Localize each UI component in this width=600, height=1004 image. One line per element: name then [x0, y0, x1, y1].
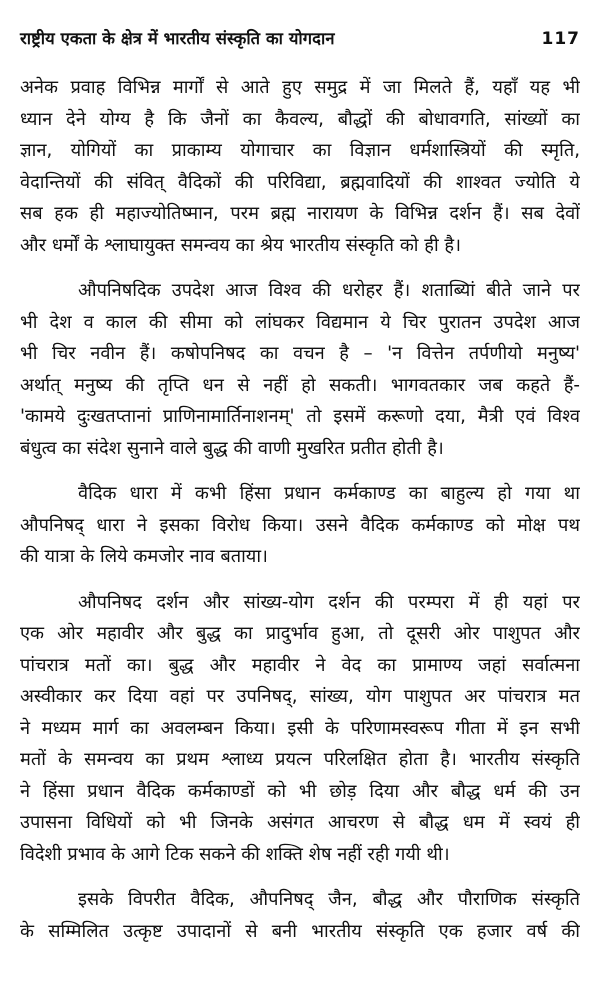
paragraph — [20, 72, 580, 261]
chapter-title: राष्ट्रीय एकता के क्षेत्र में भारतीय संस्कृति का योगदान — [20, 29, 335, 48]
paragraph — [20, 884, 580, 947]
paragraph — [20, 587, 580, 871]
text-line: ने हिंसा प्रधान वैदिक कर्मकाण्डों को भी छोड़ दिया और बौद्ध धर्म की उन — [20, 780, 580, 802]
paragraph — [20, 478, 580, 573]
text-line: भी चिर नवीन हैं। कषोपनिषद का वचन है – 'न वित्तेन तर्पणीयो मनुष्य' — [20, 343, 580, 364]
running-header — [20, 26, 580, 50]
text-line: औपनिषद दर्शन और सांख्य-योग दर्शन की परम्परा में ही यहां पर — [78, 591, 580, 613]
text-line: मतों के समन्वय का प्रथम श्लाध्य प्रयत्न परिलक्षित होता है। भारतीय संस्कृति — [20, 749, 580, 770]
text-line: विदेशी प्रभाव के आगे टिक सकने की शक्ति शेष नहीं रही गयी थी। — [20, 843, 450, 865]
text-line: 'कामये दुःखतप्तानां प्राणिनामार्तिनाशनम्' तो इसमें करूणो दया, मैत्री एवं विश्व — [20, 406, 580, 427]
text-line: पांचरात्र मतों का। बुद्ध और महावीर ने वेद का प्रामाण्य जहां सर्वात्मना — [20, 654, 580, 676]
text-line: और धर्मों के श्लाघायुक्त समन्वय का श्रेय भारतीय संस्कृति को ही है। — [20, 234, 461, 256]
page-number: 117 — [541, 29, 580, 49]
text-line: औपनिषद् धारा ने इसका विरोध किया। उसने वैदिक कर्मकाण्ड को मोक्ष पथ — [20, 514, 580, 536]
paragraph — [20, 275, 580, 464]
text-line: वैदिक धारा में कभी हिंसा प्रधान कर्मकाण्ड का बाहुल्य हो गया था — [78, 483, 580, 504]
text-line: के सम्मिलित उत्कृष्ट उपादानों से बनी भारतीय संस्कृति एक हजार वर्ष की — [20, 920, 580, 942]
text-line: वेदान्तियों की संवित् वैदिकों की परिविद्या, ब्रह्मवादियों की शाश्वत ज्योति ये — [20, 171, 580, 193]
text-line: अनेक प्रवाह विभिन्न मार्गों से आते हुए समुद्र में जा मिलते हैं, यहाँ यह भी — [20, 77, 580, 98]
text-line: ध्यान देने योग्य है कि जैनों का कैवल्य, बौद्धों की बोधावगति, सांख्यों का — [20, 108, 580, 130]
body-text — [20, 72, 580, 961]
text-line: अर्थात् मनुष्य की तृप्ति धन से नहीं हो सकती। भागवतकार जब कहते हैं- — [20, 374, 580, 396]
text-line: ज्ञान, योगियों का प्राकाम्य योगाचार का विज्ञान धर्मशास्त्रियों की स्मृति, — [20, 140, 580, 161]
text-line: उपासना विधियों को भी जिनके असंगत आचरण से बौद्ध धम में स्वयं ही — [20, 812, 580, 833]
text-line: की यात्रा के लिये कमजोर नाव बताया। — [20, 546, 268, 567]
text-line: इसके विपरीत वैदिक, औपनिषद् जैन, बौद्ध और पौराणिक संस्कृति — [78, 889, 580, 910]
text-line: ने मध्यम मार्ग का अवलम्बन किया। इसी के परिणामस्वरूप गीता में इन सभी — [20, 717, 580, 739]
text-line: औपनिषदिक उपदेश आज विश्व की धरोहर हैं। शताब्यिां बीते जाने पर — [78, 280, 580, 301]
text-line: बंधुत्व का संदेश सुनाने वाले बुद्ध की वाणी मुखरित प्रतीत होती है। — [20, 437, 444, 459]
text-line: एक ओर महावीर और बुद्ध का प्रादुर्भाव हुआ, तो दूसरी ओर पाशुपत और — [20, 623, 580, 644]
text-line: सब हक ही महाज्योतिष्मान, परम ब्रह्म नारायण के विभिन्न दर्शन हैं। सब देवों — [20, 203, 580, 224]
text-line: अस्वीकार कर दिया वहां पर उपनिषद्, सांख्य, योग पाशुपत अर पांचरात्र मत — [20, 686, 580, 707]
text-line: भी देश व काल की सीमा को लांघकर विद्यमान ये चिर पुरातन उपदेश आज — [20, 311, 580, 333]
